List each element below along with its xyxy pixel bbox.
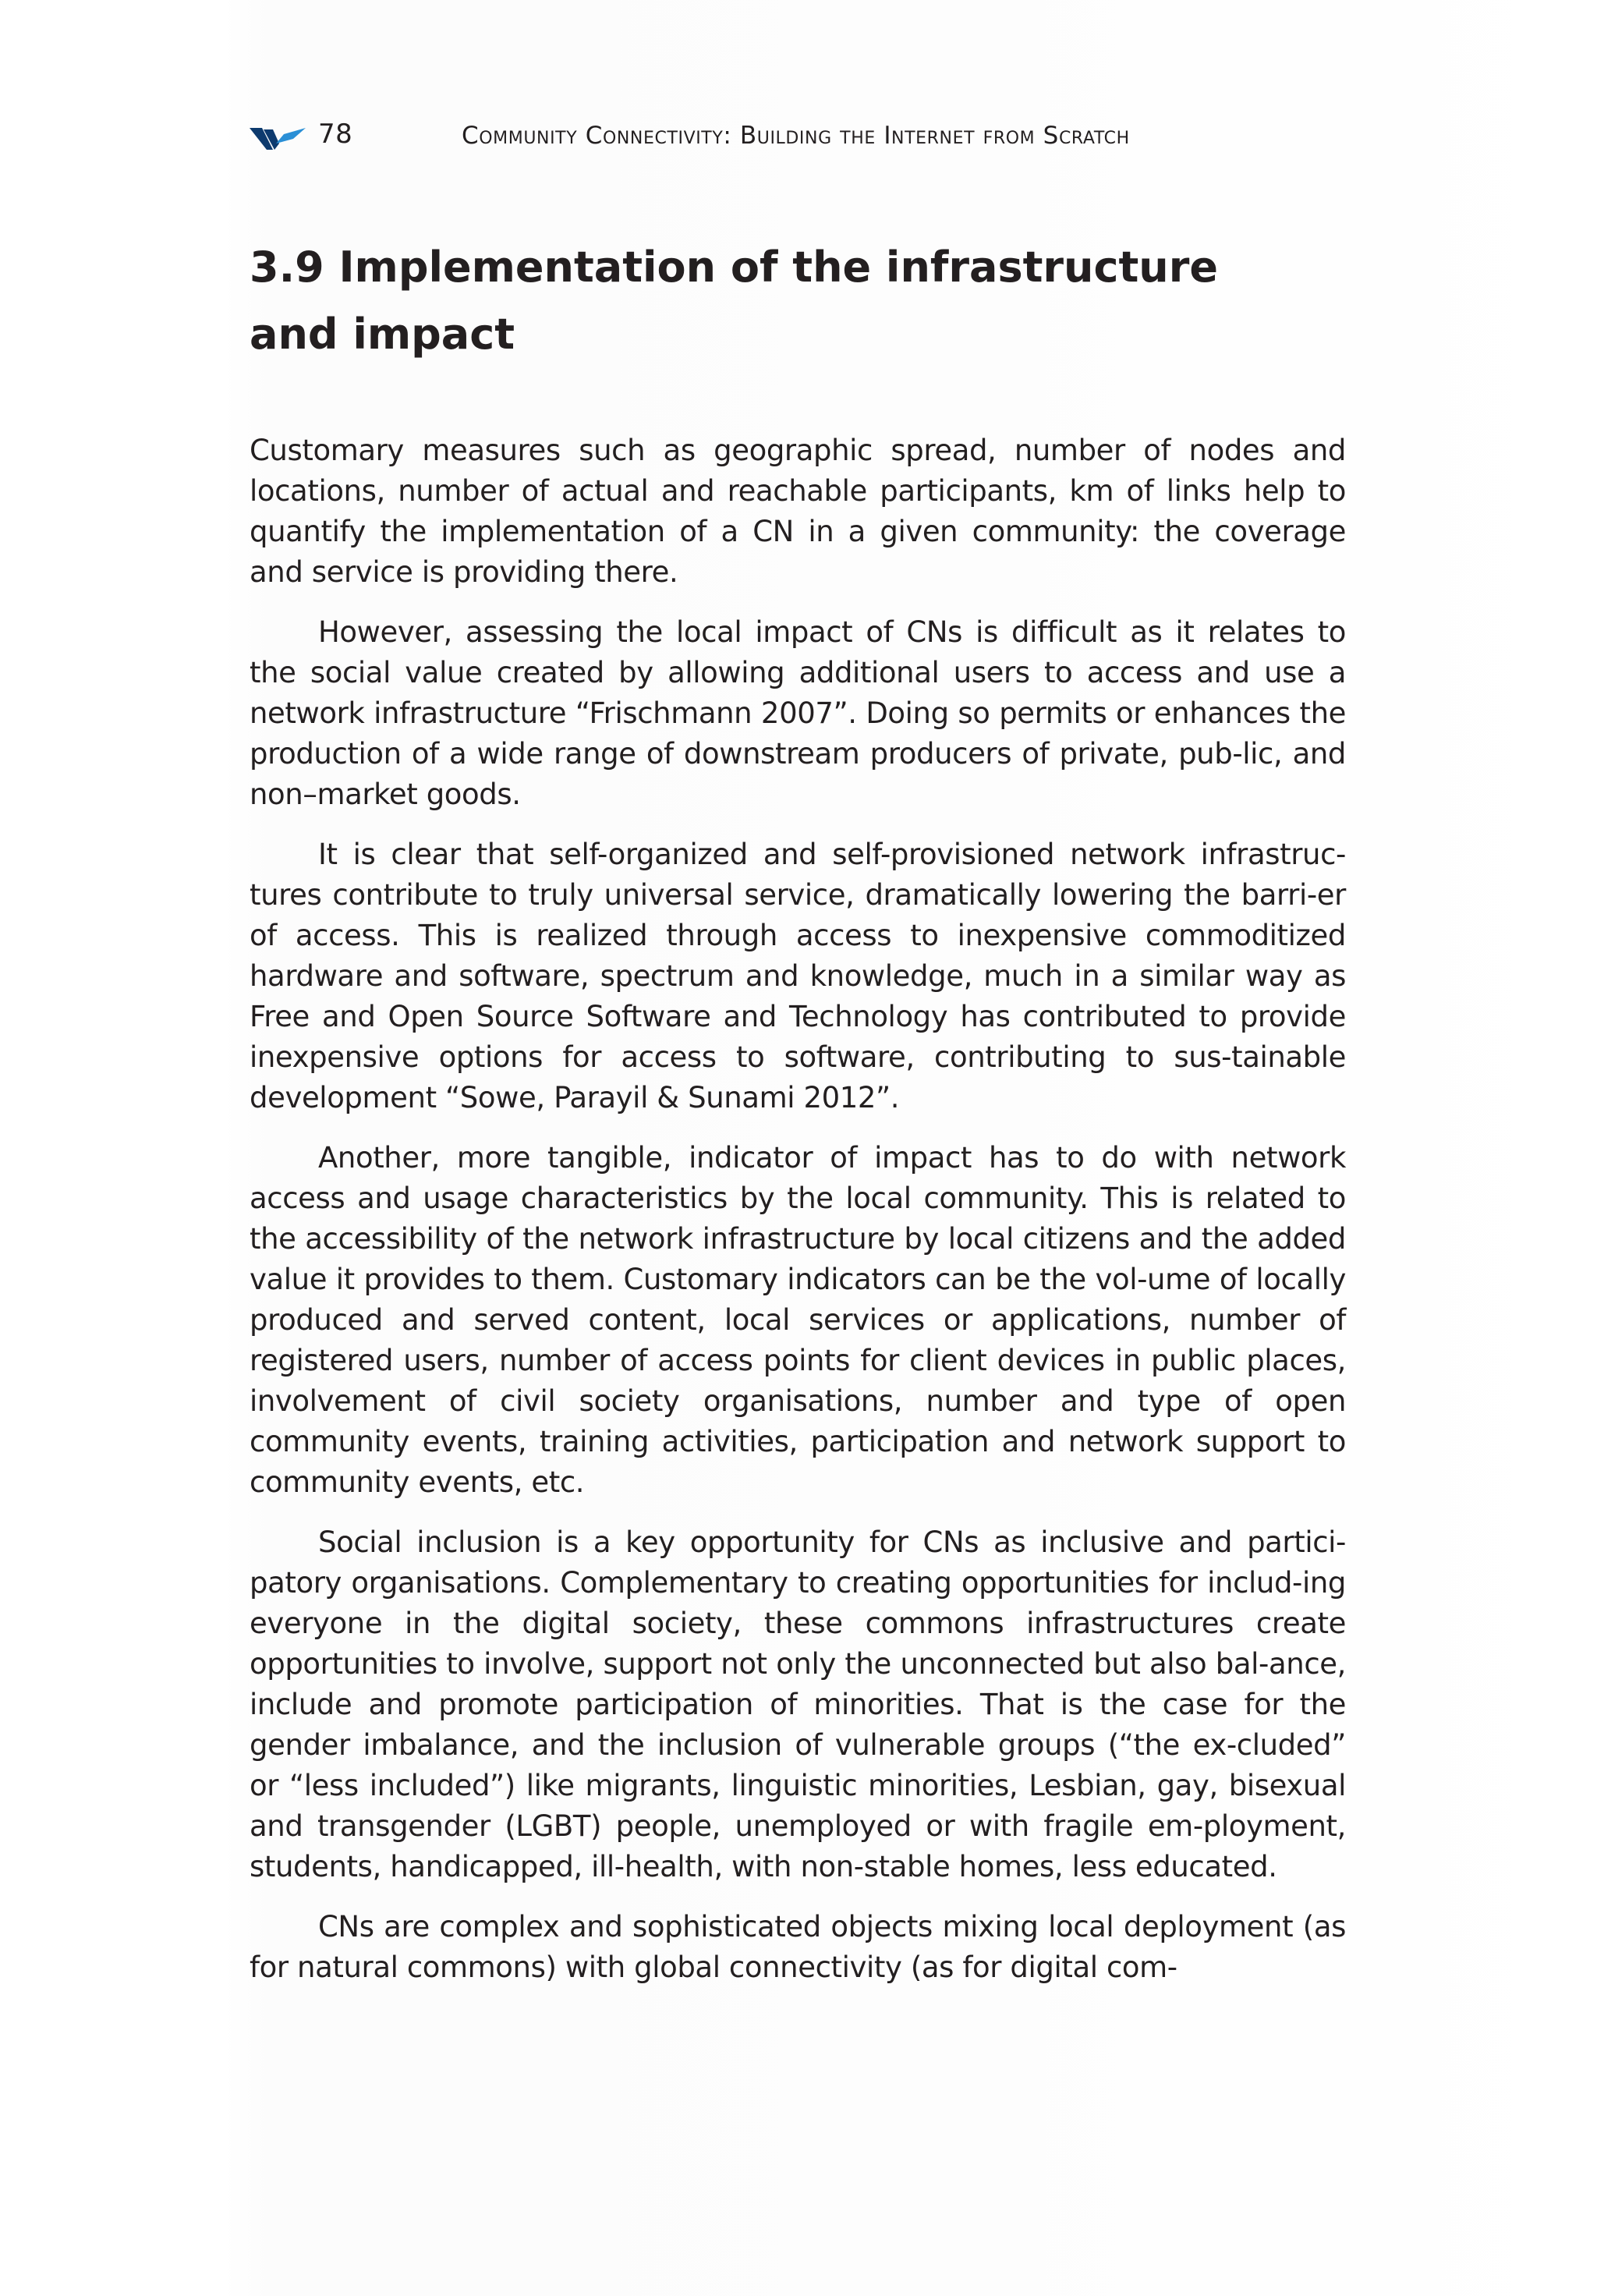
- publisher-logo-icon: [250, 126, 306, 153]
- running-header-title: Community Connectivity: Building the Internet from Scratch: [462, 122, 1130, 150]
- paragraph: Customary measures such as geographic spread, number of nodes and locations, number of actual and reachable participants, km of links help to quantify the implementation of a CN in a given community: the coverage and service is providing there.: [250, 434, 1346, 589]
- paragraph: It is clear that self-organized and self-provisioned network infrastruc-tures contribute to truly universal service, dramatically lowering the barri-er of access. This is realized through access to inexpensive commoditized hardware and software, spectrum and knowledge, much in a similar way as Free and Open Source Software and Technology has contributed to provide inexpensive options for access to software, contributing to sus-tainable development “Sowe, Parayil & Sunami 2012”.: [250, 838, 1346, 1114]
- paragraph: CNs are complex and sophisticated objects mixing local deployment (as for natural commons) with global connectivity (as for digital com-: [250, 1910, 1346, 1984]
- page-number: 78: [318, 119, 353, 150]
- paragraph: However, assessing the local impact of CNs is difficult as it relates to the social value created by allowing additional users to access and use a network infrastructure “Frischmann 2007”. Doing so permits or enhances the production of a wide range of downstream producers of private, pub-lic, and non–market goods.: [250, 615, 1346, 811]
- paragraph: Social inclusion is a key opportunity for CNs as inclusive and partici-patory organisations. Complementary to creating opportunities for includ-ing everyone in the digital society, these commons infrastructures create opportunities to involve, support not only the unconnected but also bal-ance, include and promote participation of minorities. That is the case for the gender imbalance, and the inclusion of vulnerable groups (“the ex-cluded” or “less included”) like migrants, linguistic minorities, Lesbian, gay, bisexual and transgender (LGBT) people, unemployed or with fragile em-ployment, students, handicapped, ill-health, with non-stable homes, less educated.: [250, 1525, 1346, 1883]
- section-title: 3.9 Implementation of the infrastructure and impact: [250, 243, 1218, 359]
- body-text: [250, 430, 1346, 1988]
- main-content: [250, 234, 1346, 2007]
- page-header: [250, 115, 1357, 162]
- paragraph: Another, more tangible, indicator of impact has to do with network access and usage characteristics by the local community. This is related to the accessibility of the network infrastructure by local citizens and the added value it provides to them. Customary indicators can be the vol-ume of locally produced and served content, local services or applications, number of registered users, number of access points for client devices in public places, involvement of civil society organisations, number and type of open community events, training activities, participation and network support to community events, etc.: [250, 1141, 1346, 1499]
